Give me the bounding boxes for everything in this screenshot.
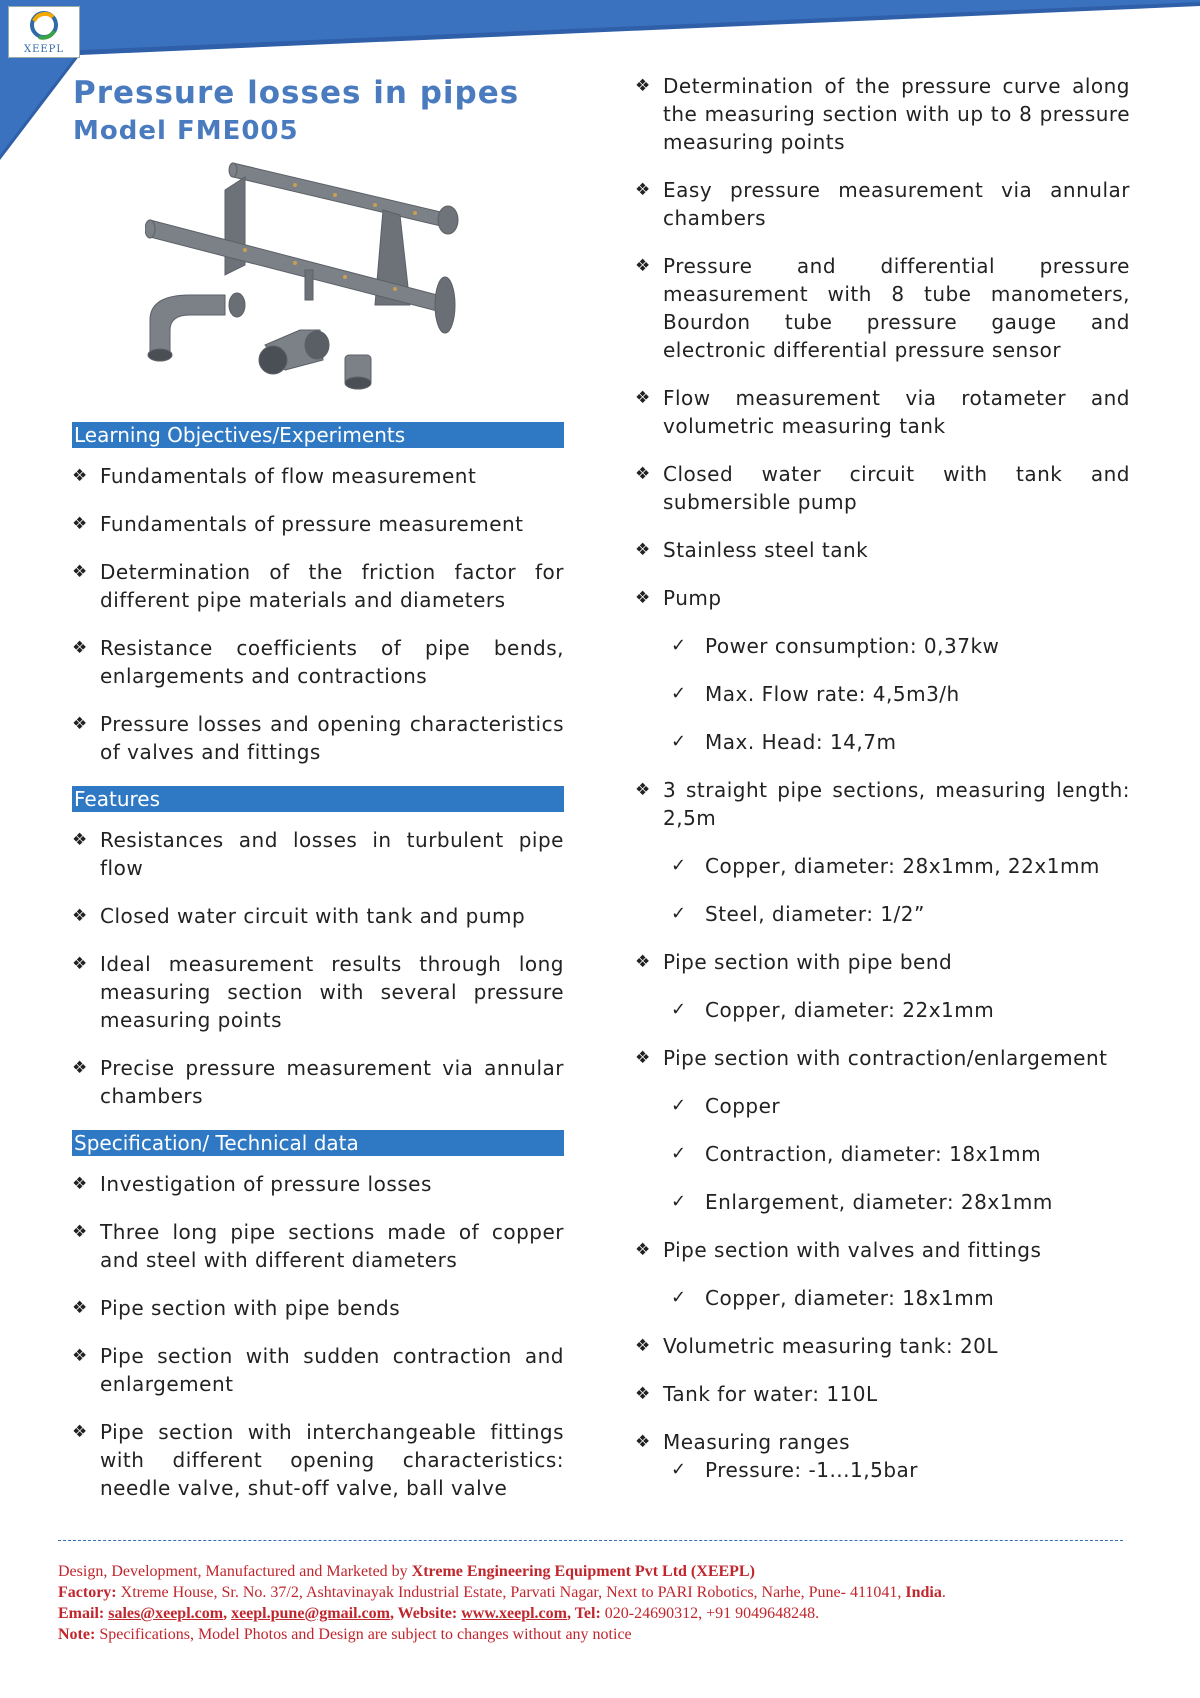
list-item: ❖ Closed water circuit with tank and pump: [72, 904, 526, 928]
sub-item: ✓ Enlargement, diameter: 28x1mm: [671, 1190, 1053, 1214]
check-icon: ✓: [671, 1095, 687, 1116]
specification-list: [72, 1170, 564, 1502]
footer-line-note: Note: Specifications, Model Photos and Design are subject to changes without any notice: [58, 1626, 632, 1643]
sub-item: ✓ Contraction, diameter: 18x1mm: [671, 1142, 1042, 1166]
diamond-bullet-icon: ❖: [72, 1346, 88, 1366]
diamond-bullet-icon: ❖: [72, 954, 88, 974]
list-item: ❖ Volumetric measuring tank: 20L: [635, 1334, 999, 1358]
list-item: ❖ Ideal measurement results through long measuring section with several pressure measuring points: [72, 952, 564, 1032]
check-icon: ✓: [671, 635, 687, 656]
diamond-bullet-icon: ❖: [72, 906, 88, 926]
sub-item: ✓ Copper, diameter: 18x1mm: [671, 1286, 995, 1310]
check-icon: ✓: [671, 855, 687, 876]
company-logo: [8, 6, 80, 58]
logo-swirl-icon: [9, 7, 79, 43]
list-item: ❖ Pressure losses and opening characteristics of valves and fittings: [72, 712, 564, 764]
product-photo: [145, 155, 495, 425]
diamond-bullet-icon: ❖: [635, 1336, 651, 1356]
straight-pipe-sublist: [663, 852, 1130, 928]
learning-objectives-list: [72, 462, 564, 766]
check-icon: ✓: [671, 731, 687, 752]
straight-pipe-item: ❖ 3 straight pipe sections, measuring length: 2,5m ✓ Copper, diameter: 28x1mm, 22x1mm ✓ Steel, diameter: 1/2”: [635, 778, 1130, 926]
sub-item: ✓ Steel, diameter: 1/2”: [671, 902, 925, 926]
spec-continued-list: [635, 72, 1130, 1484]
check-icon: ✓: [671, 1459, 687, 1480]
diamond-bullet-icon: ❖: [635, 1240, 651, 1260]
check-icon: ✓: [671, 999, 687, 1020]
diamond-bullet-icon: ❖: [635, 256, 651, 276]
left-column: [72, 422, 564, 1522]
check-icon: ✓: [671, 683, 687, 704]
list-item: ❖ Flow measurement via rotameter and volumetric measuring tank: [635, 386, 1130, 438]
learning-objectives-heading: Learning Objectives/Experiments: [72, 422, 564, 448]
diamond-bullet-icon: ❖: [72, 1422, 88, 1442]
diamond-bullet-icon: ❖: [72, 638, 88, 658]
pump-item: ❖ Pump ✓ Power consumption: 0,37kw ✓ Max. Flow rate: 4,5m3/h ✓ Max. Head: 14,7m: [635, 584, 1130, 756]
list-item: ❖ Tank for water: 110L: [635, 1382, 878, 1406]
diamond-bullet-icon: ❖: [72, 1222, 88, 1242]
diamond-bullet-icon: ❖: [72, 514, 88, 534]
diamond-bullet-icon: ❖: [72, 466, 88, 486]
logo-text: XEEPL: [23, 44, 65, 55]
contraction-sublist: [663, 1092, 1130, 1216]
diamond-bullet-icon: ❖: [72, 1174, 88, 1194]
check-icon: ✓: [671, 1287, 687, 1308]
sub-item: ✓ Copper, diameter: 28x1mm, 22x1mm: [671, 854, 1100, 878]
footer-line-company: Design, Development, Manufactured and Marketed by Xtreme Engineering Equipment Pvt Ltd (XEEPL): [58, 1563, 755, 1580]
footer: [58, 1540, 1123, 1645]
right-column: [635, 72, 1130, 1484]
list-item: ❖ Fundamentals of pressure measurement: [72, 512, 524, 536]
diamond-bullet-icon: ❖: [635, 1048, 651, 1068]
list-item: ❖ Pipe section with sudden contraction and enlargement: [72, 1344, 564, 1396]
email-link[interactable]: sales@xeepl.com: [108, 1605, 224, 1622]
list-item: ❖ Precise pressure measurement via annular chambers: [72, 1056, 564, 1108]
list-item: ❖ Closed water circuit with tank and submersible pump: [635, 462, 1130, 514]
list-item: ❖ Resistances and losses in turbulent pipe flow: [72, 828, 564, 880]
diamond-bullet-icon: ❖: [72, 714, 88, 734]
valves-sublist: [663, 1284, 1130, 1312]
list-item: ❖ Determination of the pressure curve along the measuring section with up to 8 pressure measuring points: [635, 74, 1130, 154]
sub-item: ✓ Power consumption: 0,37kw: [671, 634, 1000, 658]
sub-item: ✓ Copper, diameter: 22x1mm: [671, 998, 995, 1022]
list-item: ❖ Determination of the friction factor for different pipe materials and diameters: [72, 560, 564, 612]
specification-heading: Specification/ Technical data: [72, 1130, 564, 1156]
list-item: ❖ Three long pipe sections made of copper and steel with different diameters: [72, 1220, 564, 1272]
check-icon: ✓: [671, 903, 687, 924]
diamond-bullet-icon: ❖: [635, 780, 651, 800]
sub-item: ✓ Pressure: -1...1,5bar: [671, 1458, 918, 1482]
ranges-sublist: [663, 1456, 1130, 1484]
website-link[interactable]: www.xeepl.com: [461, 1605, 567, 1622]
list-item: ❖ Pipe section with interchangeable fittings with different opening characteristics: needle valve, shut-off valve, ball valve: [72, 1420, 564, 1500]
measuring-ranges-item: ❖ Measuring ranges ✓ Pressure: -1...1,5bar: [635, 1428, 1130, 1484]
sub-item: ✓ Max. Head: 14,7m: [671, 730, 897, 754]
model-subtitle: Model FME005: [73, 116, 299, 146]
diamond-bullet-icon: ❖: [635, 588, 651, 608]
pipe-bend-item: ❖ Pipe section with pipe bend ✓ Copper, diameter: 22x1mm: [635, 948, 1130, 1024]
diamond-bullet-icon: ❖: [635, 464, 651, 484]
diamond-bullet-icon: ❖: [635, 1432, 651, 1452]
diamond-bullet-icon: ❖: [72, 1298, 88, 1318]
diamond-bullet-icon: ❖: [635, 1384, 651, 1404]
list-item: ❖ Fundamentals of flow measurement: [72, 464, 477, 488]
diamond-bullet-icon: ❖: [635, 952, 651, 972]
list-item: ❖ Pipe section with pipe bends: [72, 1296, 401, 1320]
list-item: ❖ Easy pressure measurement via annular chambers: [635, 178, 1130, 230]
sub-item: ✓ Copper: [671, 1094, 781, 1118]
diamond-bullet-icon: ❖: [72, 830, 88, 850]
diamond-bullet-icon: ❖: [72, 1058, 88, 1078]
list-item: ❖ Investigation of pressure losses: [72, 1172, 432, 1196]
diamond-bullet-icon: ❖: [72, 562, 88, 582]
contraction-item: ❖ Pipe section with contraction/enlargement ✓ Copper ✓ Contraction, diameter: 18x1mm ✓ Enlargement, diameter: 28x1mm: [635, 1044, 1130, 1216]
diamond-bullet-icon: ❖: [635, 540, 651, 560]
check-icon: ✓: [671, 1143, 687, 1164]
page-title: Pressure losses in pipes: [73, 75, 520, 111]
email-link-2[interactable]: xeepl.pune@gmail.com: [231, 1605, 390, 1622]
features-heading: Features: [72, 786, 564, 812]
pump-sublist: [663, 632, 1130, 756]
footer-line-contact: Email: sales@xeepl.com, xeepl.pune@gmail.com, Website: www.xeepl.com, Tel: 020-24690312, +91 9049648248.: [58, 1605, 820, 1622]
list-item: ❖ Pressure and differential pressure measurement with 8 tube manometers, Bourdon tube pressure gauge and electronic differential pressure sensor: [635, 254, 1130, 362]
features-list: [72, 826, 564, 1110]
pipe-bend-sublist: [663, 996, 1130, 1024]
valves-item: ❖ Pipe section with valves and fittings ✓ Copper, diameter: 18x1mm: [635, 1236, 1130, 1312]
sub-item: ✓ Max. Flow rate: 4,5m3/h: [671, 682, 960, 706]
list-item: ❖ Stainless steel tank: [635, 538, 869, 562]
check-icon: ✓: [671, 1191, 687, 1212]
diamond-bullet-icon: ❖: [635, 388, 651, 408]
list-item: ❖ Resistance coefficients of pipe bends, enlargements and contractions: [72, 636, 564, 688]
footer-line-factory: Factory: Xtreme House, Sr. No. 37/2, Ashtavinayak Industrial Estate, Parvati Nagar, Next to PARI Robotics, Narhe, Pune- 411041, India.: [58, 1584, 946, 1601]
diamond-bullet-icon: ❖: [635, 76, 651, 96]
diamond-bullet-icon: ❖: [635, 180, 651, 200]
